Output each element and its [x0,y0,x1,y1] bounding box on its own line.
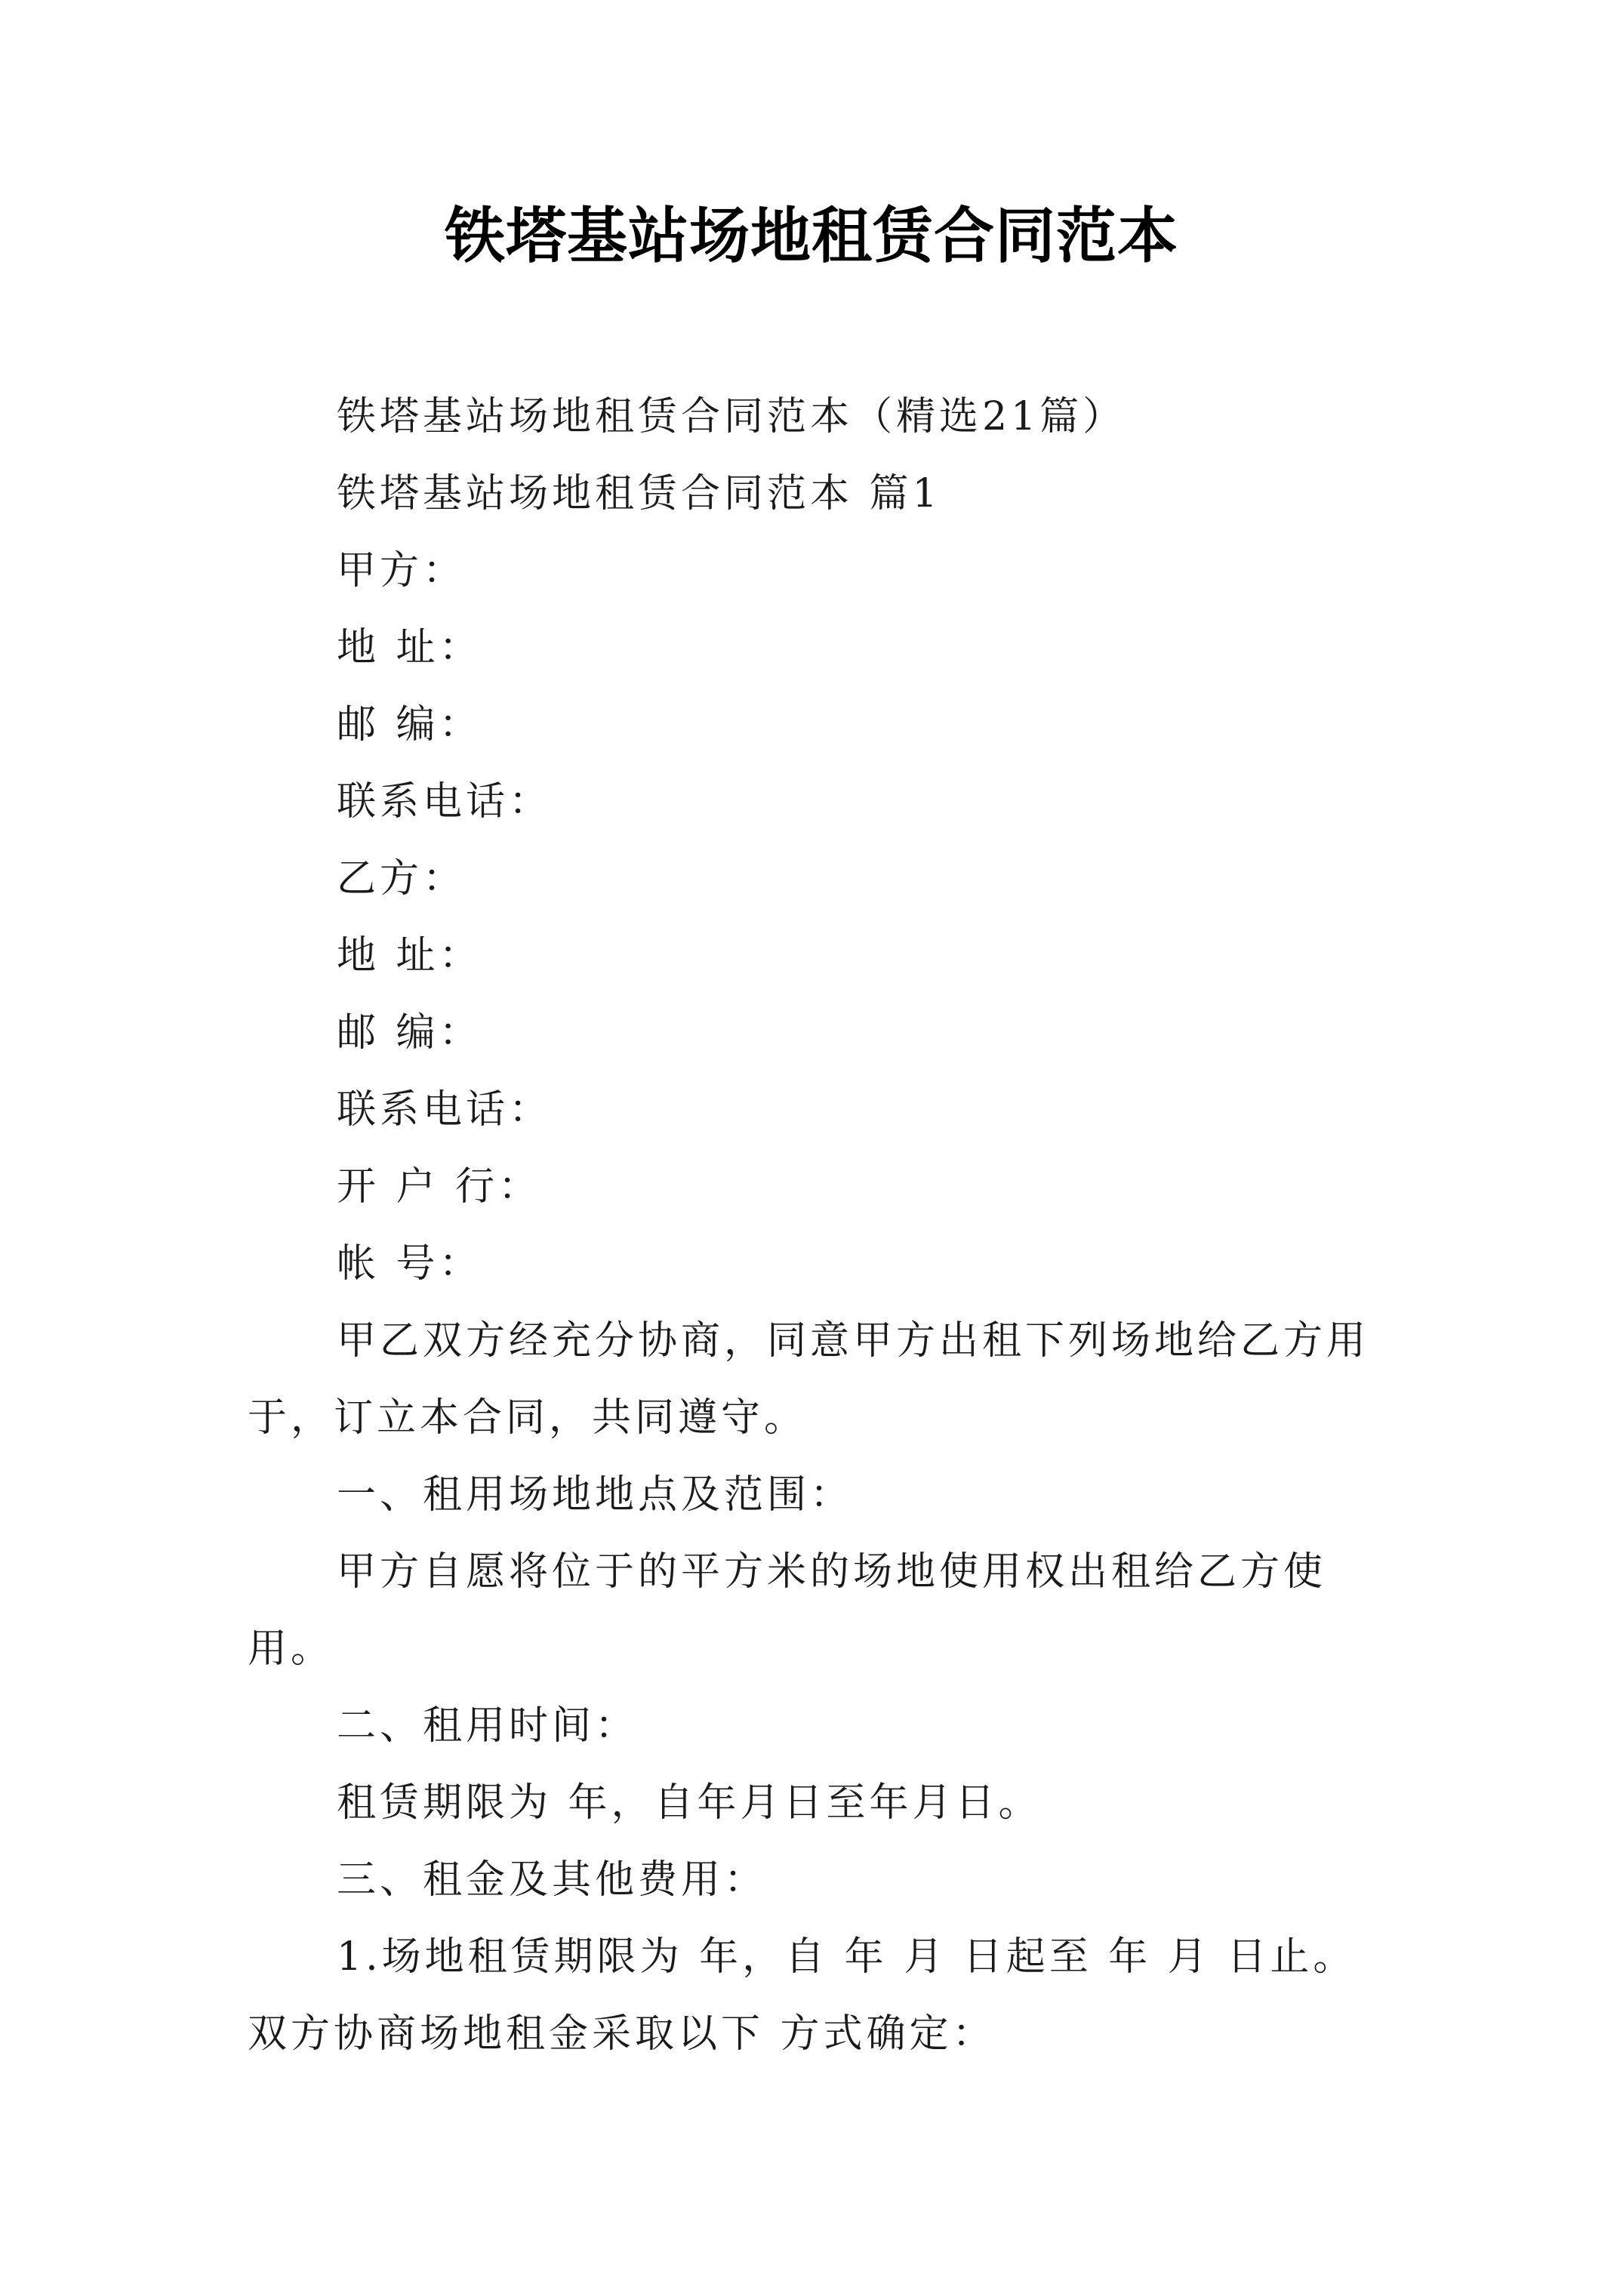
clause-3-item-1-line-2: 双方协商场地租金采取以下 方式确定： [248,2011,996,2057]
party-b-phone-label: 联系电话： [337,1087,553,1133]
clause-2-text: 租赁期限为 年，自年月日至年月日。 [337,1780,1042,1826]
document-body [248,378,1380,2073]
clause-3-item-1-line-1: 1.场地租赁期限为 年，自 年 月 日起至 年 月 日止。 [337,1934,1357,1980]
party-b-account-label: 帐 号： [337,1241,482,1287]
party-a-label: 甲方： [337,548,467,593]
clause-3-heading: 三、租金及其他费用： [337,1857,768,1903]
clause-1-text-line-2: 用。 [248,1626,334,1672]
party-b-bank-label: 开 户 行： [337,1164,542,1210]
party-b-postcode-label: 邮 编： [337,1010,482,1056]
document-title: 铁塔基站场地租赁合同范本 [445,200,1178,271]
party-b-label: 乙方： [337,856,467,901]
section-heading: 铁塔基站场地租赁合同范本 篇1 [337,471,941,516]
party-a-phone-label: 联系电话： [337,779,553,824]
party-a-address-label: 地 址： [337,625,482,670]
agreement-paragraph-line-2: 于，订立本合同，共同遵守。 [248,1395,808,1441]
party-b-address-label: 地 址： [337,933,482,978]
party-a-postcode-label: 邮 编： [337,702,482,747]
subtitle-line: 铁塔基站场地租赁合同范本（精选21篇） [337,394,1126,439]
clause-1-heading: 一、租用场地地点及范围： [337,1472,854,1518]
clause-1-text-line-1: 甲方自愿将位于的平方米的场地使用权出租给乙方使 [337,1549,1327,1595]
clause-2-heading: 二、租用时间： [337,1703,639,1749]
agreement-paragraph-line-1: 甲乙双方经充分协商，同意甲方出租下列场地给乙方用 [337,1318,1370,1364]
